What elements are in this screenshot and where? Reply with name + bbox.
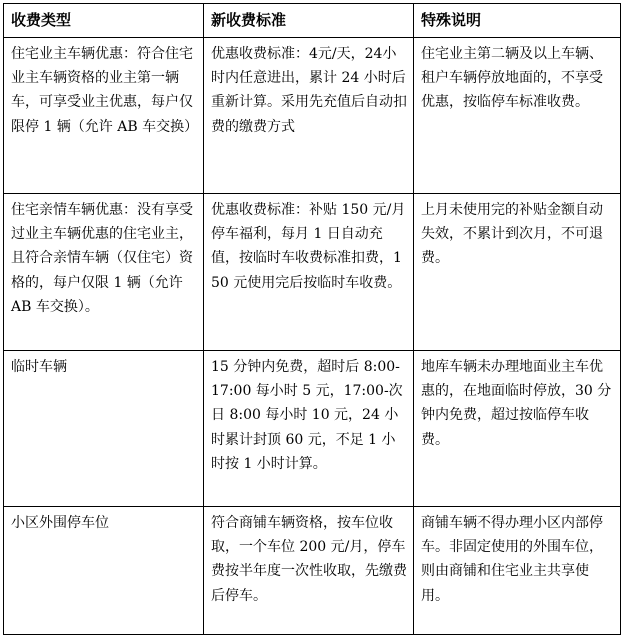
cell-new-standard: 优惠收费标准：4元/天，24小时内任意进出，累计 24 小时后重新计算。采用先充值后自动扣费的缴费方式 <box>204 38 414 194</box>
cell-fee-type: 住宅亲情车辆优惠：没有享受过业主车辆优惠的住宅业主，且符合亲情车辆（仅住宅）资格的，每户仅限 1 辆（允许 AB 车交换）。 <box>4 194 204 351</box>
cell-new-standard: 优惠收费标准：补贴 150 元/月停车福利，每月 1 日自动充值，按临时车收费标准扣费，150 元使用完后按临时车收费。 <box>204 194 414 351</box>
cell-fee-type: 临时车辆 <box>4 351 204 507</box>
table-row <box>4 507 621 635</box>
table-row <box>4 351 621 507</box>
table-row <box>4 194 621 351</box>
cell-new-standard: 符合商铺车辆资格，按车位收取，一个车位 200 元/月，停车费按半年度一次性收取，先缴费后停车。 <box>204 507 414 635</box>
cell-fee-type: 住宅业主车辆优惠：符合住宅业主车辆资格的业主第一辆车，可享受业主优惠，每户仅限停 1 辆（允许 AB 车交换） <box>4 38 204 194</box>
header-fee-type: 收费类型 <box>4 4 204 38</box>
cell-special-note: 地库车辆未办理地面业主车优惠的，在地面临时停放，30 分钟内免费，超过按临停车收费。 <box>414 351 621 507</box>
cell-new-standard: 15 分钟内免费，超时后 8:00-17:00 每小时 5 元，17:00-次日 8:00 每小时 10 元，24 小时累计封顶 60 元，不足 1 小时按 1 小时计算。 <box>204 351 414 507</box>
cell-special-note: 住宅业主第二辆及以上车辆、租户车辆停放地面的，不享受优惠，按临停车标准收费。 <box>414 38 621 194</box>
header-special-note: 特殊说明 <box>414 4 621 38</box>
table-row <box>4 38 621 194</box>
fee-standard-table <box>3 3 621 635</box>
cell-special-note: 商铺车辆不得办理小区内部停车。非固定使用的外围车位，则由商铺和住宅业主共享使用。 <box>414 507 621 635</box>
table-header-row <box>4 4 621 38</box>
cell-fee-type: 小区外围停车位 <box>4 507 204 635</box>
header-new-standard: 新收费标准 <box>204 4 414 38</box>
cell-special-note: 上月未使用完的补贴金额自动失效，不累计到次月，不可退费。 <box>414 194 621 351</box>
